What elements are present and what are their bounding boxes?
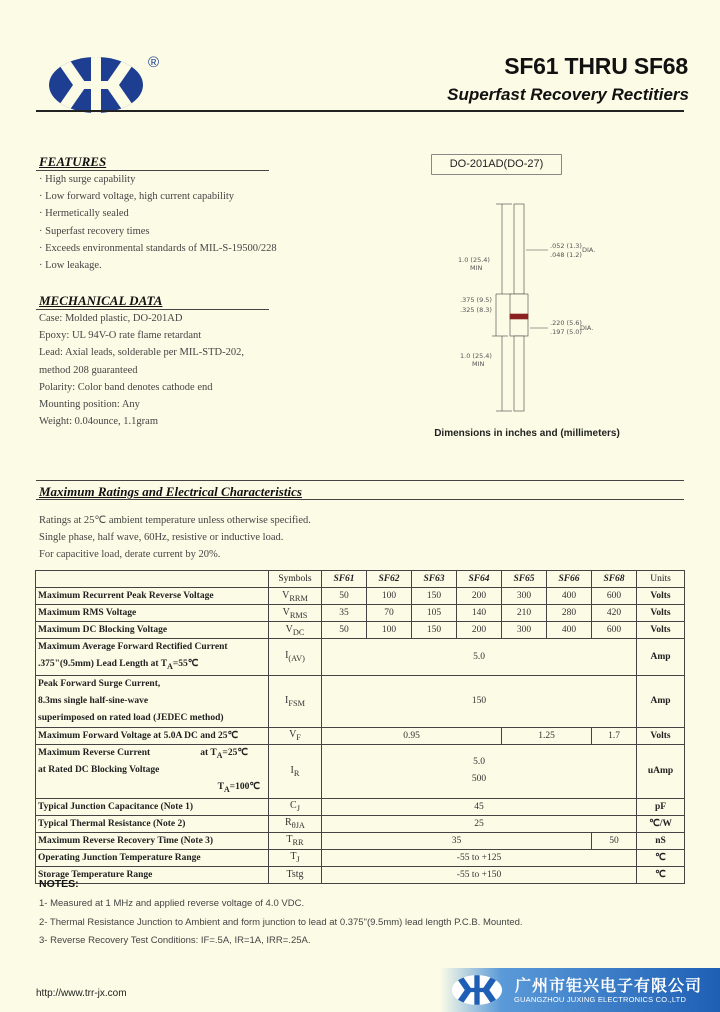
row-value: 210 xyxy=(502,605,547,622)
package-label: DO-201AD(DO-27) xyxy=(431,154,562,175)
row-value: -55 to +150 xyxy=(322,866,637,883)
table-row xyxy=(36,588,685,605)
package-outline-drawing xyxy=(440,190,620,415)
symbol-sub: RR xyxy=(292,838,304,848)
table-row xyxy=(36,798,685,815)
row-value: 200 xyxy=(457,588,502,605)
row-symbol: Tstg xyxy=(269,866,322,883)
symbol-sub: θJA xyxy=(291,821,305,831)
row-value: 1.25 xyxy=(502,727,592,744)
mechanical-title: MECHANICAL DATA xyxy=(39,293,163,308)
dim-body-dia-1: .220 (5.6) xyxy=(550,319,582,327)
table-row xyxy=(36,832,685,849)
note-item: 3- Reverse Recovery Test Conditions: IF=.5A, IR=1A, IRR=.25A. xyxy=(39,935,311,946)
list-item: · Superfast recovery times xyxy=(39,225,150,237)
row-value: 1.7 xyxy=(592,727,637,744)
symbol-sub: DC xyxy=(292,627,305,637)
symbol-main: I xyxy=(284,694,289,706)
value-line: 5.0 xyxy=(473,757,485,768)
row-param: Typical Junction Capacitance (Note 1) xyxy=(36,798,269,815)
row-unit: ℃ xyxy=(637,866,685,883)
website-link[interactable]: http://www.trr-jx.com xyxy=(36,988,127,999)
param-text: T xyxy=(217,781,224,792)
row-value: 150 xyxy=(412,588,457,605)
table-row xyxy=(36,744,685,798)
symbol-sub: R xyxy=(293,768,300,778)
dim-lead-dia-2: .048 (1.2) xyxy=(550,251,582,259)
row-symbol xyxy=(269,622,322,639)
rating-conditions xyxy=(39,512,311,563)
row-symbol xyxy=(269,815,322,832)
row-value: 150 xyxy=(412,622,457,639)
row-value: 600 xyxy=(592,588,637,605)
row-value: 600 xyxy=(592,622,637,639)
symbol-main: V xyxy=(282,589,290,601)
list-item: Case: Molded plastic, DO-201AD xyxy=(39,313,183,324)
dimension-caption: Dimensions in inches and (millimeters) xyxy=(434,428,620,439)
row-value: 400 xyxy=(547,588,592,605)
param-line: Peak Forward Surge Current, xyxy=(38,678,161,689)
symbol-main: T xyxy=(290,851,297,863)
dim-lead-dia-1: .052 (1.3) xyxy=(550,242,582,250)
row-param xyxy=(36,744,269,798)
features-title: FEATURES xyxy=(39,154,107,169)
row-symbol xyxy=(269,744,322,798)
param-line xyxy=(38,762,266,794)
list-item: · High surge capability xyxy=(39,174,136,185)
row-unit: uAmp xyxy=(637,744,685,798)
dim-lead-bottom-min: MIN xyxy=(472,360,485,368)
row-value: 280 xyxy=(547,605,592,622)
param-cond xyxy=(200,745,248,764)
param-sub: A xyxy=(223,784,230,794)
company-name-en: GUANGZHOU JUXING ELECTRONICS CO.,LTD xyxy=(514,995,687,1004)
param-line xyxy=(38,656,266,675)
footer-logo xyxy=(450,974,504,1006)
notes-list xyxy=(39,895,523,951)
row-value: 300 xyxy=(502,622,547,639)
features-list xyxy=(39,171,277,274)
table-header-row xyxy=(36,571,685,588)
row-symbol xyxy=(269,727,322,744)
registered-mark: ® xyxy=(148,54,160,71)
dim-lead-dia-label: DIA. xyxy=(582,246,596,254)
note-item: 2- Thermal Resistance Junction to Ambient and form junction to lead at 0.375"(9.5mm) lead length P.C.B. Mounted. xyxy=(39,916,523,928)
row-value: 5.0 xyxy=(322,639,637,676)
ratings-rule-bottom xyxy=(36,499,684,500)
row-symbol xyxy=(269,605,322,622)
symbol-sub: J xyxy=(296,804,300,814)
row-param: Maximum DC Blocking Voltage xyxy=(36,622,269,639)
row-value: 420 xyxy=(592,605,637,622)
table-row xyxy=(36,815,685,832)
param-sub: A xyxy=(216,750,223,760)
header-part: SF65 xyxy=(502,571,547,588)
symbol-sub: F xyxy=(296,733,301,743)
dim-body-len-1: .375 (9.5) xyxy=(460,296,492,304)
list-item: · Low forward voltage, high current capability xyxy=(39,191,235,203)
row-param: Maximum Recurrent Peak Reverse Voltage xyxy=(36,588,269,605)
row-value: 140 xyxy=(457,605,502,622)
notes-title: NOTES: xyxy=(39,878,79,890)
row-symbol xyxy=(269,588,322,605)
row-param: Maximum RMS Voltage xyxy=(36,605,269,622)
param-line: superimposed on rated load (JEDEC method) xyxy=(38,712,224,723)
row-value: 35 xyxy=(322,605,367,622)
row-unit: ℃/W xyxy=(637,815,685,832)
row-param: Typical Thermal Resistance (Note 2) xyxy=(36,815,269,832)
symbol-main: V xyxy=(282,606,290,618)
note-item: 1- Measured at 1 MHz and applied reverse voltage of 4.0 VDC. xyxy=(39,898,305,909)
header-part: SF61 xyxy=(322,571,367,588)
list-item: Epoxy: UL 94V-O rate flame retardant xyxy=(39,330,202,342)
row-unit: pF xyxy=(637,798,685,815)
param-sub: A xyxy=(167,661,173,671)
mechanical-list xyxy=(39,310,244,430)
list-item: · Hermetically sealed xyxy=(39,208,129,220)
row-value: 300 xyxy=(502,588,547,605)
row-value: 35 xyxy=(322,832,592,849)
list-item: Weight: 0.04ounce, 1.1gram xyxy=(39,416,159,428)
row-value: 100 xyxy=(367,588,412,605)
param-cond xyxy=(218,779,260,798)
row-value: 45 xyxy=(322,798,637,815)
dim-lead-bottom: 1.0 (25.4) xyxy=(460,352,492,360)
symbol-sub: J xyxy=(296,855,300,865)
list-item: · Low leakage. xyxy=(39,260,102,272)
table-row xyxy=(36,639,685,676)
table-row xyxy=(36,866,685,883)
document-title: SF61 THRU SF68 xyxy=(504,53,688,79)
param-text: at Rated DC Blocking Voltage xyxy=(38,764,160,775)
company-logo xyxy=(47,55,145,115)
symbol-main: T xyxy=(286,834,293,846)
row-unit: Amp xyxy=(637,639,685,676)
list-item: Mounting position: Any xyxy=(39,399,140,411)
list-item: Polarity: Color band denotes cathode end xyxy=(39,381,213,393)
header-part: SF62 xyxy=(367,571,412,588)
dim-body-dia-label: DIA. xyxy=(580,324,594,332)
row-value: 70 xyxy=(367,605,412,622)
ratings-rule-top xyxy=(36,480,684,481)
value-line: 500 xyxy=(471,774,487,785)
condition-line: For capacitive load, derate current by 20%. xyxy=(39,549,221,560)
symbol-sub: FSM xyxy=(288,698,305,708)
dim-body-len-2: .325 (8.3) xyxy=(460,306,492,314)
symbol-main: I xyxy=(285,650,289,662)
param-text: .375"(9.5mm) Lead Length at T xyxy=(38,659,168,669)
row-unit: ℃ xyxy=(637,849,685,866)
row-param xyxy=(36,675,269,727)
row-param: Maximum Forward Voltage at 5.0A DC and 25℃ xyxy=(36,727,269,744)
header-units: Units xyxy=(637,571,685,588)
row-param: Storage Temperature Range xyxy=(36,866,269,883)
row-value: 200 xyxy=(457,622,502,639)
symbol-main: C xyxy=(290,800,297,812)
ratings-table xyxy=(35,570,685,884)
company-name-cn: 广州市钜兴电子有限公司 xyxy=(515,976,703,995)
row-symbol xyxy=(269,832,322,849)
row-symbol xyxy=(269,639,322,676)
symbol-main: R xyxy=(285,817,292,829)
symbol-main: V xyxy=(289,729,297,741)
row-value: 400 xyxy=(547,622,592,639)
param-text: =55℃ xyxy=(172,659,199,669)
row-unit: Volts xyxy=(637,622,685,639)
list-item: · Exceeds environmental standards of MIL-S-19500/228 xyxy=(39,242,277,254)
row-symbol xyxy=(269,849,322,866)
list-item: Lead: Axial leads, solderable per MIL-STD-202, xyxy=(39,347,244,359)
row-value: 0.95 xyxy=(322,727,502,744)
table-row xyxy=(36,622,685,639)
dim-body-dia-2: .197 (5.0) xyxy=(550,328,582,336)
row-value: 50 xyxy=(322,622,367,639)
row-unit: Amp xyxy=(637,675,685,727)
header-part: SF63 xyxy=(412,571,457,588)
header-part: SF66 xyxy=(547,571,592,588)
param-line: 8.3ms single half-sine-wave xyxy=(38,695,149,706)
dim-lead-top: 1.0 (25.4) xyxy=(458,256,490,264)
symbol-sub: RMS xyxy=(289,610,308,620)
symbol-main: V xyxy=(285,623,293,635)
row-unit: Volts xyxy=(637,588,685,605)
ratings-title: Maximum Ratings and Electrical Characteristics xyxy=(39,484,302,499)
row-unit: Volts xyxy=(637,605,685,622)
row-value: 50 xyxy=(322,588,367,605)
table-row xyxy=(36,849,685,866)
row-value: -55 to +125 xyxy=(322,849,637,866)
row-unit: nS xyxy=(637,832,685,849)
param-line: Maximum Average Forward Rectified Current xyxy=(38,642,228,652)
header-part: SF64 xyxy=(457,571,502,588)
header-param xyxy=(36,571,269,588)
param-line xyxy=(38,745,266,762)
row-value: 105 xyxy=(412,605,457,622)
row-value: 50 xyxy=(592,832,637,849)
row-symbol xyxy=(269,798,322,815)
row-value: 100 xyxy=(367,622,412,639)
symbol-sub: RRM xyxy=(289,593,308,603)
condition-line: Single phase, half wave, 60Hz, resistive or inductive load. xyxy=(39,532,284,543)
table-row xyxy=(36,675,685,727)
row-unit: Volts xyxy=(637,727,685,744)
header-part: SF68 xyxy=(592,571,637,588)
row-param xyxy=(36,639,269,676)
document-subtitle: Superfast Recovery Rectitiers xyxy=(447,85,689,104)
table-row xyxy=(36,605,685,622)
row-value: 150 xyxy=(322,675,637,727)
param-text: =100℃ xyxy=(229,781,260,792)
dim-lead-top-min: MIN xyxy=(470,264,483,272)
header-rule xyxy=(36,110,684,112)
table-row xyxy=(36,727,685,744)
row-value: 25 xyxy=(322,815,637,832)
symbol-sub: (AV) xyxy=(288,654,305,664)
condition-line: Ratings at 25℃ ambient temperature unless otherwise specified. xyxy=(39,515,311,526)
row-value xyxy=(322,744,637,798)
row-param: Maximum Reverse Recovery Time (Note 3) xyxy=(36,832,269,849)
param-text: at T xyxy=(200,747,217,758)
symbol-main: I xyxy=(290,764,294,776)
row-symbol xyxy=(269,675,322,727)
param-text: Maximum Reverse Current xyxy=(38,747,151,758)
header-symbols: Symbols xyxy=(269,571,322,588)
list-item: method 208 guaranteed xyxy=(39,364,138,376)
row-param: Operating Junction Temperature Range xyxy=(36,849,269,866)
param-text: =25℃ xyxy=(222,747,248,758)
